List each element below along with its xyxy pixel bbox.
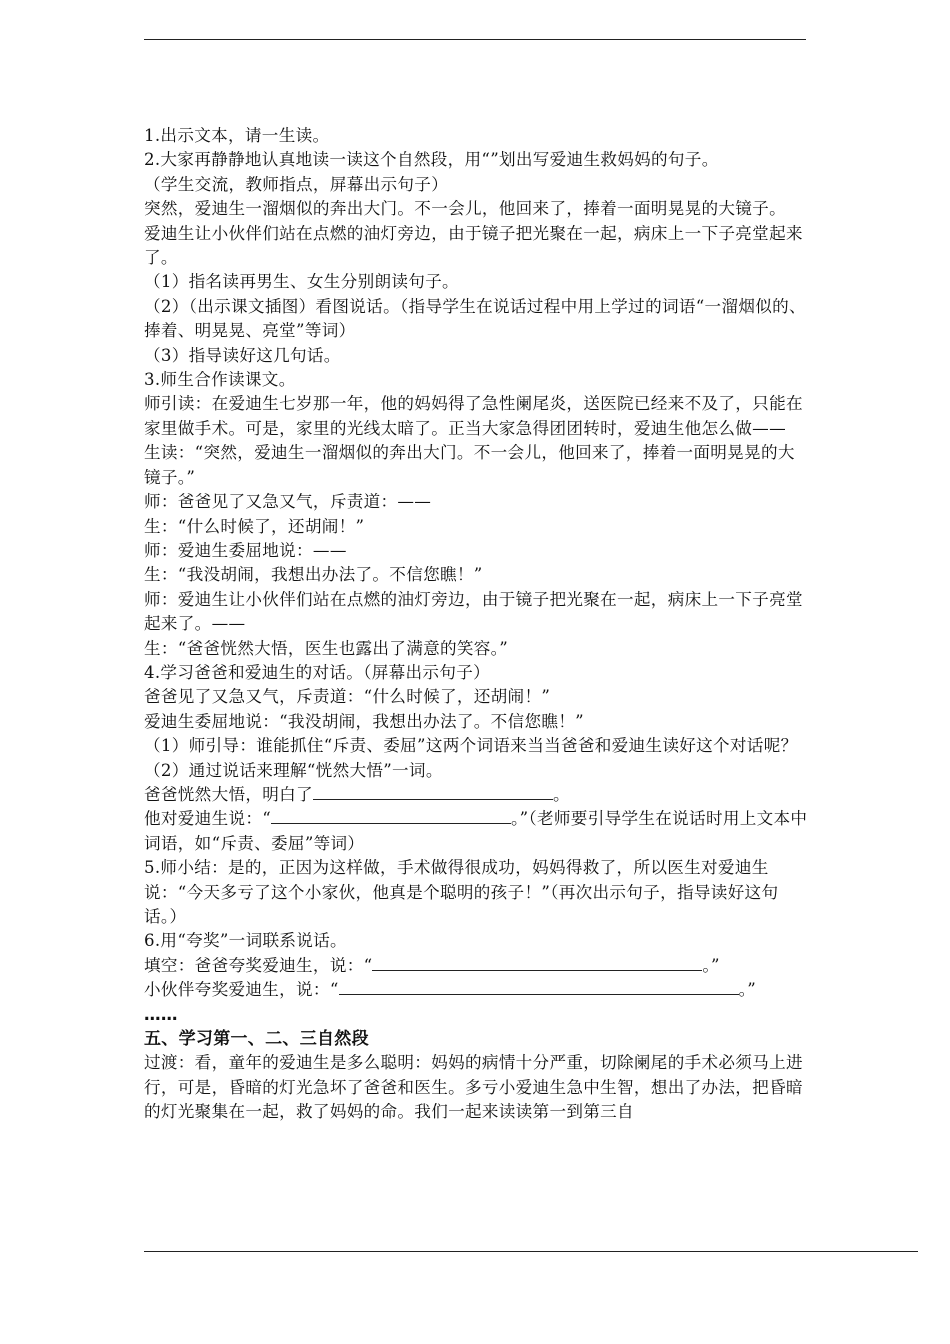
line-1: 1.出示文本，请一生读。	[144, 126, 330, 145]
line-20: 爱迪生委屈地说：“我没胡闹，我想出办法了。不信您瞧！”	[144, 711, 584, 731]
line-10: 师引读：在爱迪生七岁那一年，他的妈妈得了急性阑尾炎，送医院已经来不及了，只能在家里做手术。可是，家里的光线太暗了。正当大家急得团团转时，爱迪生他怎么做——	[144, 394, 803, 438]
ellipsis: ……	[144, 1004, 178, 1024]
fill-blank-3	[144, 954, 808, 978]
blank-line	[339, 979, 739, 995]
line-3: （学生交流，教师指点，屏幕出示句子）	[144, 174, 449, 194]
footer-rule	[144, 1251, 918, 1252]
line-16: 师：爱迪生让小伙伴们站在点燃的油灯旁边，由于镜子把光聚在一起，病床上一下子亮堂起来了。——	[144, 589, 803, 634]
document-body	[144, 124, 808, 1125]
blank-line	[313, 784, 553, 800]
line-13: 生：“什么时候了，还胡闹！”	[144, 516, 365, 536]
fill-blank-2	[144, 807, 808, 856]
line-18: 4.学习爸爸和爱迪生的对话。（屏幕出示句子）	[144, 662, 491, 682]
fill-blank-2-prefix: 他对爱迪生说：“	[144, 809, 272, 829]
fill-blank-3-prefix: 填空：爸爸夸奖爱迪生，说：“	[144, 955, 373, 975]
fill-blank-4-prefix: 小伙伴夸奖爱迪生，说：“	[144, 980, 339, 1000]
line-22: （2）通过说话来理解“恍然大悟”一词。	[144, 760, 443, 780]
line-9: 3.师生合作读课文。	[144, 370, 296, 390]
section-heading: 五、学习第一、二、三自然段	[144, 1029, 369, 1050]
fill-blank-2-suffix: 。”（老师要引导学生在说话时用上文本中词语，如“斥责、委屈”等词）	[144, 809, 808, 853]
line-2: 2.大家再静静地认真地读一读这个自然段，用“”划出写爱迪生救妈妈的句子。	[144, 150, 719, 170]
line-19: 爸爸见了又急又气，斥责道：“什么时候了，还胡闹！”	[144, 687, 551, 707]
fill-blank-4-suffix: 。”	[738, 980, 757, 1000]
transition-paragraph: 过渡：看，童年的爱迪生是多么聪明：妈妈的病情十分严重，切除阑尾的手术必须马上进行，可是，昏暗的灯光急坏了爸爸和医生。多亏小爱迪生急中生智，想出了办法，把昏暗的灯光聚集在一起，救了妈妈的命。我们一起来读读第一到第三自	[144, 1053, 803, 1122]
lesson-lines	[144, 124, 808, 783]
blank-line	[372, 955, 702, 971]
line-15: 生：“我没胡闹，我想出办法了。不信您瞧！”	[144, 565, 483, 585]
line-4: 突然，爱迪生一溜烟似的奔出大门。不一会儿，他回来了，捧着一面明晃晃的大镜子。	[144, 199, 786, 219]
line-5: 爱迪生让小伙伴们站在点燃的油灯旁边，由于镜子把光聚在一起，病床上一下子亮堂起来了。	[144, 223, 803, 268]
line-24: 6.用“夸奖”一词联系说话。	[144, 931, 347, 951]
fill-blank-1-prefix: 爸爸恍然大悟，明白了	[144, 784, 313, 804]
line-12: 师：爸爸见了又急又气，斥责道：——	[144, 492, 432, 512]
line-23: 5.师小结：是的，正因为这样做，手术做得很成功，妈妈得救了，所以医生对爱迪生说：“今天多亏了这个小家伙，他真是个聪明的孩子！”（再次出示句子，指导读好这句话。）	[144, 858, 779, 926]
fill-blank-3-suffix: 。”	[702, 955, 720, 975]
header-rule	[144, 39, 806, 40]
blank-line	[271, 808, 511, 824]
fill-blank-1	[144, 783, 808, 807]
line-8: （3）指导读好这几句话。	[144, 345, 341, 365]
line-7: （2）（出示课文插图）看图说话。（指导学生在说话过程中用上学过的词语“一溜烟似的、捧着、明晃晃、亮堂”等词）	[144, 296, 806, 341]
fill-blank-4	[144, 978, 808, 1002]
line-14: 师：爱迪生委屈地说：——	[144, 540, 347, 560]
line-6: （1）指名读再男生、女生分别朗读句子。	[144, 272, 459, 292]
line-11: 生读：“突然，爱迪生一溜烟似的奔出大门。不一会儿，他回来了，捧着一面明晃晃的大镜子。”	[144, 443, 795, 487]
fill-blank-1-suffix: 。	[552, 784, 570, 804]
line-17: 生：“爸爸恍然大悟，医生也露出了满意的笑容。”	[144, 638, 509, 658]
line-21: （1）师引导：谁能抓住“斥责、委屈”这两个词语来当当爸爸和爱迪生读好这个对话呢？	[144, 736, 798, 756]
